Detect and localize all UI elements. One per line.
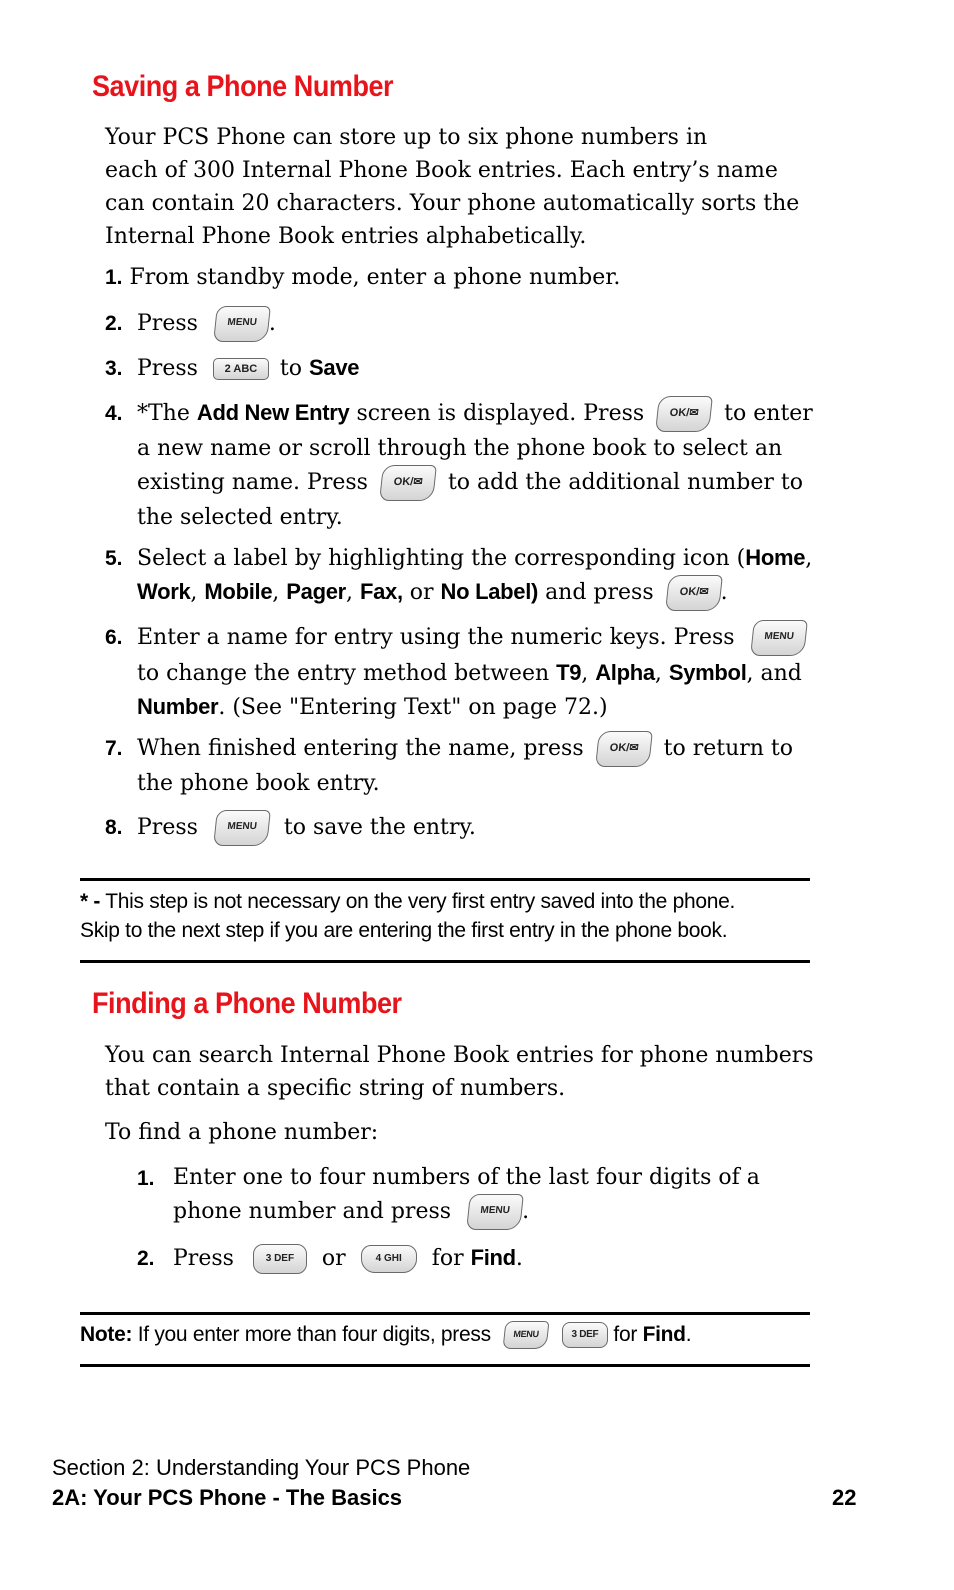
step-text: , and (746, 661, 802, 686)
step-number: 1. (137, 1167, 155, 1190)
intro-paragraph (105, 1039, 825, 1105)
step-text: phone number and press (173, 1199, 452, 1224)
divider (80, 878, 810, 881)
step-text: From standby mode, enter a phone number. (129, 265, 621, 290)
step-number: 3. (105, 357, 123, 380)
footnote (80, 887, 810, 945)
key-3-icon: 3 DEF (562, 1322, 608, 1348)
step-text: When finished entering the name, press (137, 736, 584, 761)
intro-line: You can search Internal Phone Book entries for phone numbers (105, 1043, 814, 1068)
mode-t9: T9 (556, 660, 582, 685)
punctuation: , (190, 580, 198, 605)
step-text: a new name or scroll through the phone book to select an (137, 436, 783, 461)
punctuation: , (805, 546, 813, 571)
note-label: Note: (80, 1323, 133, 1346)
label-pager: Pager (286, 579, 346, 604)
note-text: If you enter more than four digits, press (137, 1323, 491, 1346)
step-number: 7. (105, 737, 123, 760)
step-text: Select a label by highlighting the corresponding icon ( (137, 546, 746, 571)
step-text: Press (137, 311, 198, 336)
step-text: the phone book entry. (137, 771, 380, 796)
footer-chapter: 2A: Your PCS Phone - The Basics (52, 1485, 403, 1510)
mode-number: Number (137, 694, 219, 719)
intro-line: Your PCS Phone can store up to six phone numbers in (105, 125, 708, 150)
step-text: Press (137, 356, 198, 381)
note-text: for (613, 1323, 638, 1346)
mode-alpha: Alpha (595, 660, 655, 685)
step-text: *The (137, 401, 190, 426)
step-text: existing name. Press (137, 470, 368, 495)
step-text: Enter one to four numbers of the last four digits of a (173, 1165, 760, 1190)
label-no-label: No Label) (440, 579, 539, 604)
section-heading-saving: Saving a Phone Number (92, 70, 394, 103)
step-7 (137, 731, 827, 800)
step-number: 8. (105, 816, 123, 839)
step-number: 5. (105, 547, 123, 570)
key-2-icon: 2 ABC (213, 358, 269, 380)
find-step-1 (173, 1161, 823, 1230)
step-number: 2. (137, 1247, 155, 1270)
label-mobile: Mobile (204, 579, 273, 604)
step-text: for (431, 1246, 464, 1271)
step-6 (137, 620, 827, 724)
intro-line: Internal Phone Book entries alphabetically. (105, 224, 587, 249)
step-text: . (268, 311, 276, 336)
label-work: Work (137, 579, 191, 604)
step-text: . (See "Entering Text" on page 72.) (218, 695, 608, 720)
ok-key-icon: OK/✉ (665, 575, 723, 611)
step-text: and press (545, 580, 654, 605)
menu-key-icon: MENU (213, 810, 271, 846)
menu-key-icon: MENU (213, 306, 271, 342)
find-step-2 (173, 1241, 523, 1275)
step-1 (105, 261, 620, 294)
step-text: screen is displayed. Press (356, 401, 645, 426)
footnote-marker: * - (80, 890, 101, 913)
step-number: 4. (105, 402, 123, 425)
note-text: . (685, 1323, 692, 1346)
step-text: to enter (724, 401, 813, 426)
punctuation: , (581, 661, 589, 686)
step-text: to (279, 356, 303, 381)
menu-key-icon: MENU (750, 620, 808, 656)
intro-line: that contain a specific string of numbers. (105, 1076, 566, 1101)
ok-key-icon: OK/✉ (379, 465, 437, 501)
divider (80, 1312, 810, 1315)
intro-line: can contain 20 characters. Your phone automatically sorts the (105, 191, 800, 216)
step-text: Enter a name for entry using the numeric keys. Press (137, 625, 735, 650)
step-number: 6. (105, 626, 123, 649)
note (80, 1320, 691, 1350)
step-text: to save the entry. (283, 815, 476, 840)
label-home: Home (745, 545, 806, 570)
ok-key-icon: OK/✉ (595, 731, 653, 767)
lead-text: To find a phone number: (105, 1120, 379, 1145)
punctuation: , (654, 661, 662, 686)
step-text: . (515, 1246, 523, 1271)
step-text: Press (137, 815, 198, 840)
label-fax: Fax, (359, 579, 403, 604)
screen-name: Add New Entry (196, 400, 350, 425)
page-number: 22 (832, 1485, 857, 1510)
find-label: Find (470, 1245, 516, 1270)
punctuation: , (345, 580, 353, 605)
menu-key-icon: MENU (503, 1321, 550, 1349)
save-label: Save (309, 355, 360, 380)
divider (80, 1364, 810, 1367)
step-text: Press (173, 1246, 234, 1271)
divider (80, 960, 810, 963)
footnote-text: Skip to the next step if you are entering the first entry in the phone book. (80, 919, 728, 942)
step-text: or (321, 1246, 346, 1271)
key-3-icon: 3 DEF (253, 1244, 307, 1274)
step-text: to return to (663, 736, 794, 761)
step-number: 2. (105, 312, 123, 335)
punctuation: , (272, 580, 280, 605)
step-text: the selected entry. (137, 505, 343, 530)
step-2 (137, 306, 276, 342)
section-heading-finding: Finding a Phone Number (92, 987, 402, 1020)
footnote-text: This step is not necessary on the very first entry saved into the phone. (105, 890, 736, 913)
intro-paragraph (105, 121, 825, 253)
step-text: to change the entry method between (137, 661, 550, 686)
step-text: or (409, 580, 434, 605)
menu-key-icon: MENU (466, 1194, 524, 1230)
ok-key-icon: OK/✉ (655, 396, 713, 432)
step-text: . (522, 1199, 530, 1224)
step-text: to add the additional number to (447, 470, 803, 495)
step-4 (137, 396, 817, 534)
step-number: 1. (105, 266, 123, 289)
step-3 (137, 351, 359, 385)
step-text: . (720, 580, 728, 605)
footer-section: Section 2: Understanding Your PCS Phone (52, 1455, 471, 1480)
step-5 (137, 541, 827, 611)
step-8 (137, 810, 476, 846)
find-label: Find (642, 1323, 686, 1346)
key-4-icon: 4 GHI (361, 1245, 417, 1273)
intro-line: each of 300 Internal Phone Book entries. Each entry’s name (105, 158, 778, 183)
mode-symbol: Symbol (668, 660, 747, 685)
